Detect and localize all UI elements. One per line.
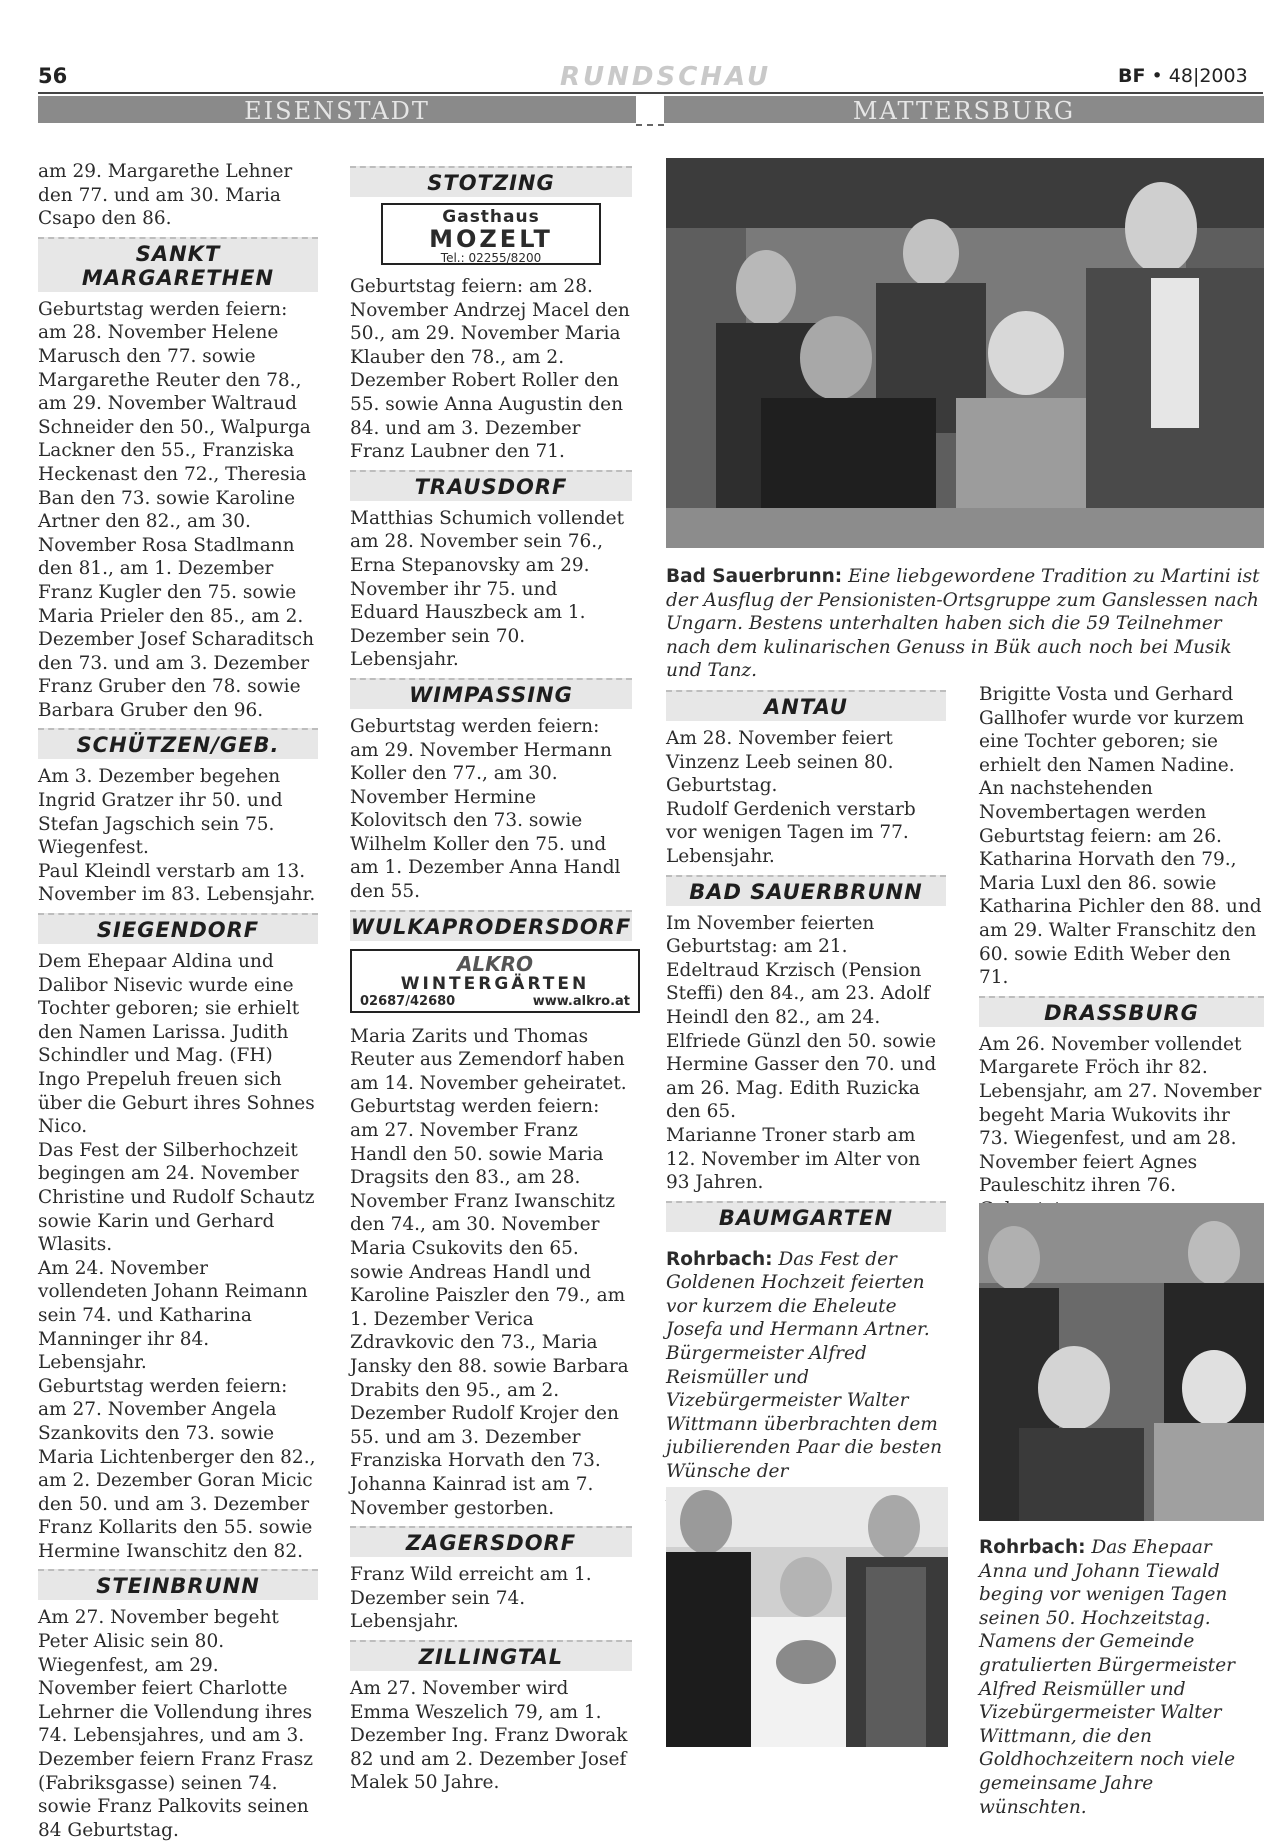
paragraph: Am 28. November feiert Vinzenz Leeb seinen 80. Geburtstag. — [666, 728, 894, 797]
issue-label: BF • 48|2003 — [1118, 65, 1248, 87]
heading-steinbrunn: STEINBRUNN — [38, 1569, 318, 1600]
heading-zagersdorf: ZAGERSDORF — [350, 1526, 632, 1557]
heading-trausdorf: TRAUSDORF — [350, 470, 632, 501]
paragraph: Das Fest der Silberhochzeit begingen am 24. November Christine und Rudolf Schautz sowie Karin und Gerhard Wlasits. — [38, 1139, 315, 1256]
paragraph: Johanna Kainrad ist am 7. November gestorben. — [350, 1473, 594, 1519]
ad-alkro-wintergaerten — [350, 949, 640, 1013]
photo-rohrbach-tiewald — [979, 1203, 1264, 1521]
ad-line: WINTERGÄRTEN — [400, 973, 590, 994]
brand-name: BF — [1118, 65, 1146, 87]
paragraph: Im November feierten Geburtstag: am 21. Edeltraud Krzisch (Pension Steffi) den 84., am 23. Adolf Heindl den 82., am 24. Elfriede Günzl den 50. sowie Hermine Gasser den 70. und am 26. Mag. Edith Ruzicka den 65. — [666, 912, 937, 1123]
column-2 — [350, 166, 632, 1795]
group-photo-illustration — [666, 158, 1264, 548]
photo-bad-sauerbrunn-group — [666, 158, 1264, 548]
paragraph: Rudolf Gerdenich verstarb vor wenigen Tagen im 77. Lebensjahr. — [666, 798, 916, 867]
caption-rohrbach-tiewald — [979, 1536, 1264, 1819]
paragraph: Am 3. Dezember begehen Ingrid Gratzer ihr 50. und Stefan Jagschich sein 75. Wiegenfest. — [38, 766, 283, 859]
paragraph: Geburtstag werden feiern: am 27. November Angela Szankovits den 73. sowie Maria Lichtenberger den 82., am 2. Dezember Goran Micic den 50. und am 3. Dezember Franz Kollarits den 55. sowie Hermine Iwanschitz den 82. — [38, 1375, 316, 1562]
paragraph: Geburtstag feiern: am 28. November Andrzej Macel den 50., am 29. November Maria Klauber den 78., am 2. Dezember Robert Roller den 55. sowie Anna Augustin den 84. und am 3. Dezember Franz Laubner den 71. — [350, 276, 630, 463]
district-band-mattersburg: MATTERSBURG — [664, 96, 1264, 123]
heading-sankt-margarethen: SANKT MARGARETHEN — [38, 237, 318, 292]
column-3 — [666, 690, 946, 1507]
ad-phone: 02687/42680 — [360, 993, 456, 1009]
paragraph: An nachstehenden Novembertagen werden Geburtstag feiern: am 26. Katharina Horvath den 79., Maria Luxl den 86. sowie Katharina Pichler den 88. und am 29. Walter Franschitz den 60. sowie Edith Weber den 71. — [979, 778, 1262, 989]
heading-baumgarten: BAUMGARTEN — [666, 1201, 946, 1232]
heading-wulkaprodersdorf: WULKAPRODERSDORF — [350, 910, 632, 941]
heading-schuetzen: SCHÜTZEN/GEB. — [38, 728, 318, 759]
heading-wimpassing: WIMPASSING — [350, 678, 632, 709]
paragraph: Dem Ehepaar Aldina und Dalibor Nisevic wurde eine Tochter geboren; sie erhielt den Namen Larissa. Judith Schindler und Mag. (FH) Ingo Prepeluh freuen sich über die Geburt ihres Sohnes Nico. — [38, 951, 315, 1138]
ad-contact — [352, 992, 638, 1009]
heading-antau: ANTAU — [666, 690, 946, 721]
ad-gasthaus-mozelt — [381, 203, 601, 265]
ad-website: www.alkro.at — [532, 993, 630, 1009]
couple-photo-illustration — [979, 1203, 1264, 1521]
paragraph: Geburtstag werden feiern: am 29. November Hermann Koller den 77., am 30. November Hermine Kolovitsch den 73. sowie Wilhelm Koller den 75. und am 1. Dezember Anna Handl den 55. — [350, 715, 621, 903]
column-1 — [38, 160, 318, 1842]
paragraph: Paul Kleindl verstarb am 13. November im 83. Lebensjahr. — [38, 860, 316, 906]
caption-place: Rohrbach: — [666, 1248, 773, 1270]
heading-drassburg: DRASSBURG — [979, 996, 1264, 1027]
caption-text: Das Ehepaar Anna und Johann Tiewald beging vor wenigen Tagen seinen 50. Hochzeitstag. Namens der Gemeinde gratulierten Bürgermeister Alfred Reismüller und Vizebürgermeister Walter Wittmann, die den Goldhochzeitern noch viele gemeinsame Jahre wünschten. — [979, 1537, 1236, 1818]
ad-line: Gasthaus — [442, 207, 540, 227]
paragraph: Am 27. November begeht Peter Alisic sein 80. Wiegenfest, am 29. November feiert Charlotte Lehrner die Vollendung ihres 74. Lebensjahres, und am 3. Dezember feiern Franz Frasz (Fabriksgasse) seinen 74. sowie Franz Palkovits seinen 84 Geburtstag. — [38, 1607, 314, 1841]
paragraph: Am 27. November wird Emma Weszelich 79, am 1. Dezember Ing. Franz Dworak 82 und am 2. Dezember Josef Malek 50 Jahre. — [350, 1677, 628, 1794]
paragraph: Geburtstag werden feiern: am 27. November Franz Handl den 50. sowie Maria Dragsits den 83., am 28. November Franz Iwanschitz den 74., am 30. November Maria Csukovits den 65. sowie Andreas Handl und Karoline Paiszler den 79., am 1. Dezember Verica Zdravkovic den 73., Maria Jansky den 88. sowie Barbara Drabits den 95., am 2. Dezember Rudolf Krojer den 55. und am 3. Dezember Franziska Horvath den 73. — [350, 1096, 629, 1472]
photo-rohrbach-artner — [666, 1487, 948, 1747]
paragraph: Franz Wild erreicht am 1. Dezember sein 74. Lebensjahr. — [350, 1564, 592, 1633]
heading-zillingtal: ZILLINGTAL — [350, 1640, 632, 1671]
ad-line: MOZELT — [429, 225, 553, 253]
caption-text: Eine liebgewordene Tradition zu Martini ist der Ausflug der Pensionisten-Ortsgruppe zum Ganslessen nach Ungarn. Bestens unterhalten haben sich die 59 Teilnehmer nach dem kulinarischen Genuss in Bük auch noch bei Musik und Tanz. — [666, 566, 1260, 682]
heading-siegendorf: SIEGENDORF — [38, 913, 318, 944]
paragraph: Matthias Schumich vollendet am 28. November sein 76., Erna Stepanovsky am 29. November ihr 75. und Eduard Hauszbeck am 1. Dezember sein 70. Lebensjahr. — [350, 507, 625, 671]
heading-stotzing: STOTZING — [350, 166, 632, 197]
caption-text: Das Fest der Goldenen Hochzeit feierten vor kurzem die Eheleute Josefa und Hermann Artner. Bürgermeister Alfred Reismüller und Vizebürgermeister Walter Wittmann überbrachten dem jubilierenden Paar die besten Wünsche der — [666, 1248, 943, 1483]
paragraph: Marianne Troner starb am 12. November im Alter von 93 Jahren. — [666, 1124, 921, 1194]
issue-number: 48|2003 — [1168, 65, 1248, 87]
alkro-logo: ALKRO — [456, 951, 534, 976]
page-number: 56 — [38, 64, 68, 88]
paragraph: Am 24. November vollendeten Johann Reimann sein 74. und Katharina Manninger ihr 84. Lebensjahr. — [38, 1257, 308, 1374]
district-band-eisenstadt: EISENSTADT — [38, 96, 636, 123]
paragraph: Maria Zarits und Thomas Reuter aus Zemendorf haben am 14. November geheiratet. — [350, 1025, 627, 1094]
ad-line: Tel.: 02255/8200 — [440, 251, 542, 265]
couple-photo-illustration — [666, 1487, 948, 1747]
caption-bad-sauerbrunn — [666, 565, 1264, 683]
intro-text: am 29. Margarethe Lehner den 77. und am 30. Maria Csapo den 86. — [38, 161, 293, 230]
caption-rohrbach-artner — [666, 1248, 946, 1508]
header-rule — [38, 92, 1263, 94]
paragraph: Am 26. November vollendet Margarete Fröch ihr 82. Lebensjahr, am 27. November begeht Maria Wukovits ihr 73. Wiegenfest, und am 28. November feiert Agnes Pauleschitz ihren 76. — [979, 1033, 1262, 1197]
heading-bad-sauerbrunn: BAD SAUERBRUNN — [666, 875, 946, 906]
paragraph: Brigitte Vosta und Gerhard Gallhofer wurde vor kurzem eine Tochter geboren; sie erhielt den Namen Nadine. — [979, 684, 1244, 776]
paragraph: Geburtstag werden feiern: am 28. November Helene Marusch den 77. sowie Margarethe Reuter den 78., am 29. November Waltraud Schneider den 50., Walpurga Lackner den 55., Franziska Heckenast den 72., Theresia Ban den 73. sowie Karoline Artner den 82., am 30. November Rosa Stadlmann den 81., am 1. Dezember Franz Kugler den 75. sowie Maria Prieler den 85., am 2. Dezember Josef Scharaditsch den 73. und am 3. Dezember Franz Gruber den 78. sowie Barbara Gruber den 96. — [38, 298, 315, 721]
column-4 — [979, 683, 1264, 1221]
band-divider — [636, 124, 664, 126]
section-title: RUNDSCHAU — [560, 62, 772, 92]
caption-place: Bad Sauerbrunn: — [666, 566, 843, 587]
caption-place: Rohrbach: — [979, 1537, 1086, 1558]
